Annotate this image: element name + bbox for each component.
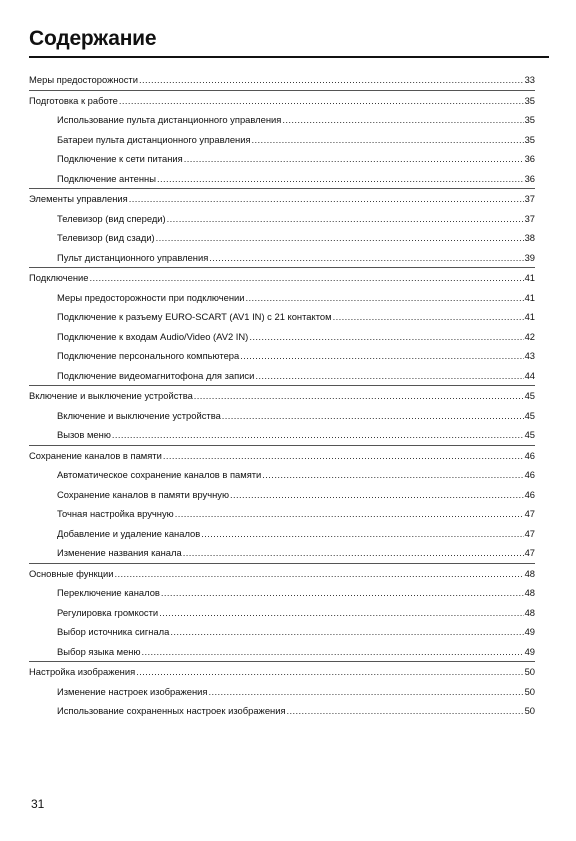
dot-leader <box>183 543 524 563</box>
dot-leader <box>159 603 523 623</box>
toc-entry-title: Использование пульта дистанционного управления <box>57 114 282 125</box>
toc-entry-page: 48 <box>524 567 535 579</box>
toc-subsection-entry[interactable] <box>29 583 535 603</box>
toc-entry-page: 46 <box>524 449 535 461</box>
toc-subsection-entry[interactable] <box>29 366 535 386</box>
toc-entry-page: 39 <box>524 251 535 263</box>
dot-leader <box>282 110 523 130</box>
toc-subsection-entry[interactable] <box>29 346 535 366</box>
dot-leader <box>157 169 524 189</box>
page-title: Содержание <box>29 27 157 50</box>
toc-entry-title: Пульт дистанционного управления <box>57 251 209 263</box>
toc-entry-title: Элементы управления <box>29 193 128 204</box>
toc-entry-title: Добавление и удаление каналов <box>57 527 201 539</box>
toc-entry-title: Подключение персонального компьютера <box>57 350 240 361</box>
dot-leader <box>222 406 524 426</box>
toc-entry-title: Подключение к сети питания <box>57 153 183 164</box>
toc-entry-page: 36 <box>524 172 535 184</box>
toc-entry-title: Выбор языка меню <box>57 645 141 657</box>
toc-subsection-entry[interactable] <box>29 622 535 642</box>
toc-entry-title: Изменение настроек изображения <box>57 685 208 697</box>
toc-subsection-entry[interactable] <box>29 228 535 248</box>
toc-entry-title: Включение и выключение устройства <box>29 390 193 401</box>
toc-entry-title: Точная настройка вручную <box>57 508 174 519</box>
toc-entry-page: 35 <box>524 133 535 145</box>
dot-leader <box>170 622 523 642</box>
toc-entry-title: Подготовка к работе <box>29 94 118 106</box>
toc-subsection-entry[interactable] <box>29 169 535 189</box>
dot-leader <box>249 327 523 347</box>
page-number: 31 <box>31 797 45 811</box>
dot-leader <box>161 583 524 603</box>
toc-entry-page: 45 <box>524 429 535 440</box>
toc-entry-title: Меры предосторожности <box>29 74 138 85</box>
toc-entry-page: 41 <box>524 272 535 283</box>
toc-entry-page: 47 <box>524 547 535 558</box>
toc-entry-page: 33 <box>524 74 535 85</box>
toc-entry-page: 47 <box>524 508 535 519</box>
dot-leader <box>194 386 524 406</box>
toc-subsection-entry[interactable] <box>29 288 535 308</box>
toc-entry-page: 44 <box>524 369 535 381</box>
toc-subsection-entry[interactable] <box>29 425 535 445</box>
toc-subsection-entry[interactable] <box>29 524 535 544</box>
toc-subsection-entry[interactable] <box>29 504 535 524</box>
dot-leader <box>333 307 524 327</box>
toc-section-entry[interactable] <box>29 563 535 584</box>
toc-subsection-entry[interactable] <box>29 603 535 623</box>
toc-entry-page: 50 <box>524 666 535 677</box>
dot-leader <box>142 642 524 662</box>
toc-section-entry[interactable] <box>29 445 535 466</box>
dot-leader <box>175 504 524 524</box>
toc-entry-title: Изменение названия канала <box>57 547 182 558</box>
toc-entry-title: Переключение каналов <box>57 587 160 598</box>
toc-entry-title: Подключение к разъему EURO-SCART (AV1 IN) с 21 контактом <box>57 311 332 322</box>
toc-entry-page: 36 <box>524 153 535 164</box>
toc-subsection-entry[interactable] <box>29 110 535 130</box>
toc-subsection-entry[interactable] <box>29 682 535 702</box>
toc-entry-page: 45 <box>524 409 535 421</box>
dot-leader <box>201 524 523 544</box>
dot-leader <box>139 70 524 90</box>
toc-subsection-entry[interactable] <box>29 701 535 721</box>
toc-entry-title: Подключение антенны <box>57 172 156 184</box>
toc-entry-page: 48 <box>524 587 535 598</box>
dot-leader <box>246 288 524 308</box>
dot-leader <box>163 446 524 466</box>
toc-section-entry[interactable] <box>29 661 535 682</box>
dot-leader <box>287 701 524 721</box>
dot-leader <box>230 485 524 505</box>
toc-entry-page: 47 <box>524 527 535 539</box>
toc-subsection-entry[interactable] <box>29 406 535 426</box>
toc-entry-title: Подключение видеомагнитофона для записи <box>57 369 255 381</box>
dot-leader <box>119 91 524 111</box>
toc-subsection-entry[interactable] <box>29 465 535 485</box>
toc-entry-page: 41 <box>524 291 535 303</box>
dot-leader <box>262 465 523 485</box>
toc-subsection-entry[interactable] <box>29 642 535 662</box>
dot-leader <box>252 130 524 150</box>
toc-entry-title: Автоматическое сохранение каналов в памяти <box>57 469 262 480</box>
toc-entry-page: 48 <box>524 606 535 618</box>
dot-leader <box>129 189 524 209</box>
toc-entry-title: Подключение к входам Audio/Video (AV2 IN) <box>57 330 249 342</box>
dot-leader <box>209 248 523 268</box>
toc-entry-page: 43 <box>524 350 535 361</box>
toc-section-entry[interactable] <box>29 267 535 288</box>
toc-section-entry[interactable] <box>29 90 535 111</box>
toc-entry-title: Использование сохраненных настроек изображения <box>57 705 286 716</box>
toc-subsection-entry[interactable] <box>29 543 535 563</box>
dot-leader <box>208 682 523 702</box>
toc-entry-title: Меры предосторожности при подключении <box>57 291 245 303</box>
toc-entry-title: Телевизор (вид сзади) <box>57 232 155 243</box>
toc-entry-page: 49 <box>524 645 535 657</box>
toc-subsection-entry[interactable] <box>29 130 535 150</box>
table-of-contents <box>29 70 535 721</box>
toc-subsection-entry[interactable] <box>29 149 535 169</box>
toc-entry-page: 35 <box>524 94 535 106</box>
dot-leader <box>255 366 523 386</box>
toc-entry-page: 45 <box>524 390 535 401</box>
toc-entry-page: 41 <box>524 311 535 322</box>
toc-entry-page: 50 <box>524 685 535 697</box>
toc-entry-title: Включение и выключение устройства <box>57 409 221 421</box>
title-divider <box>29 56 549 58</box>
dot-leader <box>112 425 524 445</box>
toc-entry-page: 38 <box>524 232 535 243</box>
toc-entry-page: 49 <box>524 626 535 637</box>
toc-section-entry[interactable] <box>29 385 535 406</box>
toc-entry-title: Сохранение каналов в памяти <box>29 449 162 461</box>
toc-entry-page: 50 <box>524 705 535 716</box>
toc-entry-title: Телевизор (вид спереди) <box>57 212 166 224</box>
dot-leader <box>89 268 523 288</box>
toc-subsection-entry[interactable] <box>29 307 535 327</box>
toc-entry-page: 35 <box>524 114 535 125</box>
toc-entry-title: Сохранение каналов в памяти вручную <box>57 488 229 500</box>
toc-subsection-entry[interactable] <box>29 248 535 268</box>
toc-section-entry[interactable] <box>29 188 535 209</box>
dot-leader <box>156 228 524 248</box>
toc-subsection-entry[interactable] <box>29 327 535 347</box>
dot-leader <box>184 149 524 169</box>
toc-entry-page: 37 <box>524 212 535 224</box>
toc-entry-title: Выбор источника сигнала <box>57 626 170 637</box>
toc-entry-title: Вызов меню <box>57 429 111 440</box>
toc-entry-title: Регулировка громкости <box>57 606 159 618</box>
toc-entry-title: Батареи пульта дистанционного управления <box>57 133 251 145</box>
dot-leader <box>136 662 523 682</box>
toc-entry-title: Основные функции <box>29 567 114 579</box>
dot-leader <box>167 209 524 229</box>
toc-entry-page: 46 <box>524 488 535 500</box>
toc-entry-page: 37 <box>524 193 535 204</box>
toc-entry-page: 46 <box>524 469 535 480</box>
toc-section-entry[interactable] <box>29 70 535 90</box>
toc-entry-title: Настройка изображения <box>29 666 136 677</box>
dot-leader <box>115 564 524 584</box>
toc-entry-page: 42 <box>524 330 535 342</box>
toc-subsection-entry[interactable] <box>29 209 535 229</box>
dot-leader <box>240 346 523 366</box>
toc-subsection-entry[interactable] <box>29 485 535 505</box>
toc-entry-title: Подключение <box>29 272 89 283</box>
